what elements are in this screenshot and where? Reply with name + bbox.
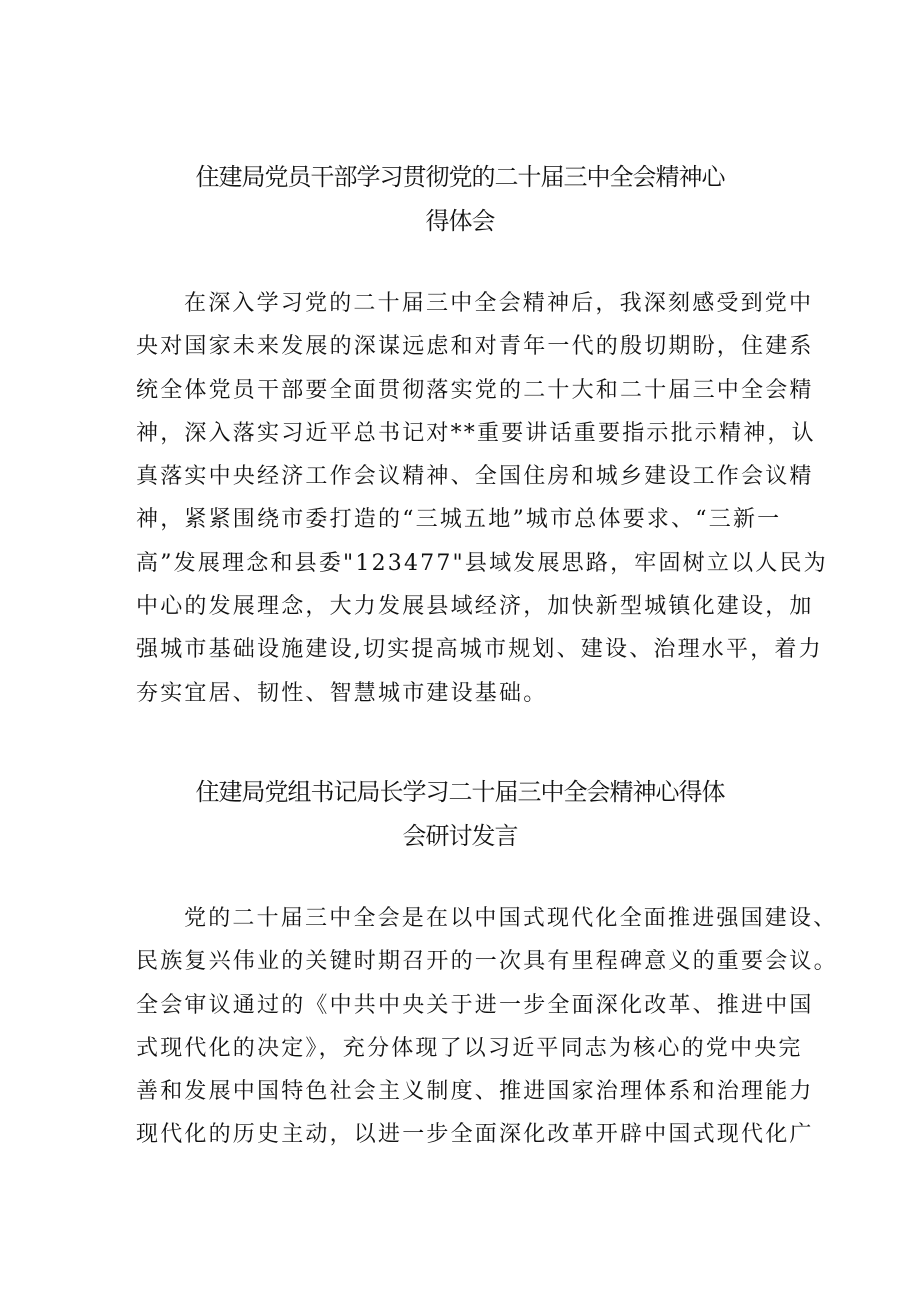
paragraph-line: 神，紧紧围绕市委打造的“三城五地”城市总体要求、“三新一 <box>136 507 782 533</box>
paragraph-line: 神，深入落实习近平总书记对**重要讲话重要指示批示精神，认 <box>136 420 816 446</box>
paragraph-line: 中心的发展理念，大力发展县域经济，加快新型城镇化建设，加 <box>136 594 814 620</box>
paragraph-line: 高”发展理念和县委"123477"县域发展思路，牢固树立以人民为 <box>136 550 828 576</box>
paragraph-line: 央对国家未来发展的深谋远虑和对青年一代的殷切期盼，住建系 <box>136 334 814 360</box>
paragraph-line: 在深入学习党的二十届三中全会精神后，我深刻感受到党中 <box>184 291 814 316</box>
paragraph-line: 民族复兴伟业的关键时期召开的一次具有里程碑意义的重要会议。 <box>136 949 838 975</box>
section-1-paragraph <box>136 282 828 715</box>
paragraph-line: 夯实宜居、韧性、智慧城市建设基础。 <box>136 680 548 706</box>
section-2-title-line: 住建局党组书记局长学习二十届三中全会精神心得体 <box>195 778 725 806</box>
section-2-title <box>120 770 800 858</box>
paragraph-line: 党的二十届三中全会是在以中国式现代化全面推进强国建设、 <box>184 906 838 931</box>
paragraph-line: 善和发展中国特色社会主义制度、推进国家治理体系和治理能力 <box>136 1079 814 1105</box>
section-1-title-line: 得体会 <box>425 207 495 235</box>
paragraph-line: 全会审议通过的《中共中央关于进一步全面深化改革、推进中国 <box>136 992 814 1018</box>
paragraph-line: 式现代化的决定》，充分体现了以习近平同志为核心的党中央完 <box>136 1035 803 1061</box>
paragraph-line: 强城市基础设施建设,切实提高城市规划、建设、治理水平，着力 <box>136 637 823 663</box>
paragraph-line: 现代化的历史主动，以进一步全面深化改革开辟中国式现代化广 <box>136 1122 814 1148</box>
paragraph-line: 统全体党员干部要全面贯彻落实党的二十大和二十届三中全会精 <box>136 377 814 403</box>
section-2-title-line: 会研讨发言 <box>402 822 518 850</box>
paragraph-line: 真落实中央经济工作会议精神、全国住房和城乡建设工作会议精 <box>136 464 814 490</box>
section-1-title <box>120 155 800 243</box>
section-2-paragraph <box>136 897 838 1157</box>
section-1-title-line: 住建局党员干部学习贯彻党的二十届三中全会精神心 <box>195 163 725 191</box>
